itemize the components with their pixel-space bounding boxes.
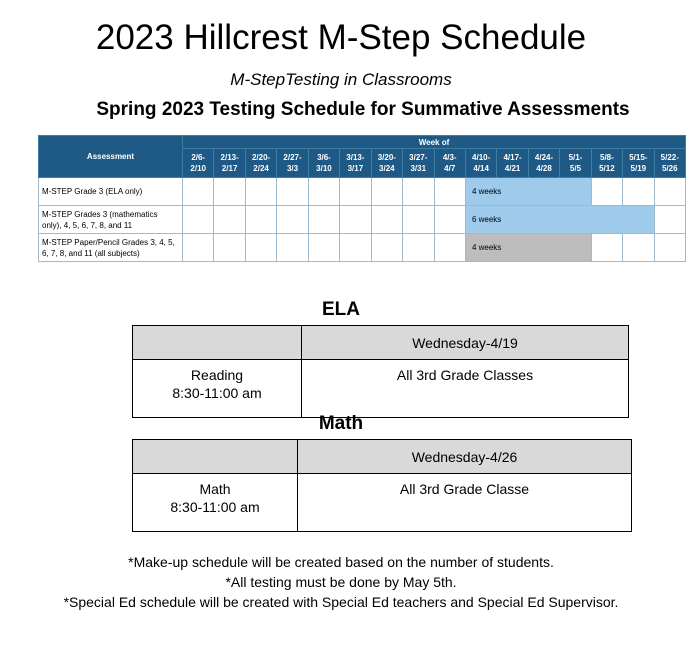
empty-week-cell <box>277 206 308 234</box>
week-header-7 <box>371 149 402 178</box>
math-session-cell <box>133 474 298 532</box>
week-end: 4/21 <box>504 164 521 173</box>
week-end: 5/26 <box>661 164 678 173</box>
week-header-15 <box>623 149 654 178</box>
week-header-3 <box>245 149 276 178</box>
empty-week-cell <box>434 178 465 206</box>
schedule-title: Spring 2023 Testing Schedule for Summative Assessments <box>96 99 630 120</box>
empty-week-cell <box>245 178 276 206</box>
week-end: 4/7 <box>444 164 456 173</box>
week-start: 4/10- <box>472 153 491 162</box>
empty-week-cell <box>371 178 402 206</box>
empty-week-cell <box>654 206 685 234</box>
schedule-row <box>39 206 686 234</box>
week-end: 3/10 <box>316 164 332 173</box>
math-date-header: Wednesday-4/26 <box>298 440 632 474</box>
week-header-5 <box>308 149 339 178</box>
empty-week-cell <box>340 234 371 262</box>
week-header-4 <box>277 149 308 178</box>
ela-heading: ELA <box>322 299 360 320</box>
math-classes: All 3rd Grade Classe <box>298 474 632 532</box>
week-header-8 <box>403 149 434 178</box>
week-start: 2/13- <box>220 153 239 162</box>
week-start: 4/17- <box>503 153 522 162</box>
week-start: 2/27- <box>283 153 302 162</box>
week-header-2 <box>214 149 245 178</box>
week-header-10 <box>465 149 496 178</box>
notes <box>0 552 682 612</box>
empty-week-cell <box>245 206 276 234</box>
ela-session-cell <box>133 360 302 418</box>
testing-window-bar: 4 weeks <box>465 234 591 262</box>
ela-empty-header-cell <box>133 326 302 360</box>
assessment-name: M-STEP Grade 3 (ELA only) <box>39 178 183 206</box>
week-start: 3/27- <box>409 153 428 162</box>
week-end: 3/17 <box>347 164 364 173</box>
empty-week-cell <box>183 178 214 206</box>
week-of-header: Week of <box>183 136 686 149</box>
week-header-6 <box>340 149 371 178</box>
note-line: *All testing must be done by May 5th. <box>225 574 457 590</box>
math-schedule-table <box>132 439 632 532</box>
empty-week-cell <box>340 206 371 234</box>
schedule-row <box>39 178 686 206</box>
empty-week-cell <box>371 206 402 234</box>
ela-date-header: Wednesday-4/19 <box>302 326 629 360</box>
empty-week-cell <box>214 178 245 206</box>
week-start: 5/15- <box>629 153 648 162</box>
week-start: 5/22- <box>660 153 679 162</box>
empty-week-cell <box>183 206 214 234</box>
empty-week-cell <box>434 206 465 234</box>
empty-week-cell <box>623 178 654 206</box>
ela-schedule-table <box>132 325 629 418</box>
math-empty-header-cell <box>133 440 298 474</box>
week-header-1 <box>183 149 214 178</box>
week-header-9 <box>434 149 465 178</box>
week-end: 5/19 <box>630 164 647 173</box>
empty-week-cell <box>277 234 308 262</box>
empty-week-cell <box>308 178 339 206</box>
week-end: 3/24 <box>379 164 395 173</box>
week-header-11 <box>497 149 528 178</box>
empty-week-cell <box>245 234 276 262</box>
week-header-12 <box>528 149 559 178</box>
note-line: *Special Ed schedule will be created with Special Ed teachers and Special Ed Supervisor. <box>63 594 619 610</box>
note-line: *Make-up schedule will be created based on the number of students. <box>128 554 554 570</box>
week-end: 3/3 <box>286 164 299 173</box>
week-start: 5/8- <box>600 153 614 162</box>
math-heading: Math <box>318 413 364 434</box>
empty-week-cell <box>340 178 371 206</box>
week-start: 4/3- <box>442 153 457 162</box>
empty-week-cell <box>591 234 622 262</box>
assessment-name: M-STEP Paper/Pencil Grades 3, 4, 5, 6, 7, 8, and 11 (all subjects) <box>39 234 183 262</box>
week-start: 3/13- <box>346 153 365 162</box>
week-header-13 <box>560 149 591 178</box>
schedule-row <box>39 234 686 262</box>
page-title: 2023 Hillcrest M-Step Schedule <box>95 18 587 57</box>
empty-week-cell <box>434 234 465 262</box>
empty-week-cell <box>308 234 339 262</box>
empty-week-cell <box>591 178 622 206</box>
week-start: 3/20- <box>377 153 396 162</box>
empty-week-cell <box>623 234 654 262</box>
empty-week-cell <box>214 234 245 262</box>
empty-week-cell <box>654 234 685 262</box>
week-start: 3/6- <box>317 153 331 162</box>
summative-schedule-table <box>38 135 686 262</box>
week-end: 4/14 <box>473 164 489 173</box>
empty-week-cell <box>183 234 214 262</box>
page-subtitle: M-StepTesting in Classrooms <box>230 70 452 89</box>
empty-week-cell <box>654 178 685 206</box>
empty-week-cell <box>277 178 308 206</box>
week-end: 5/12 <box>599 164 615 173</box>
empty-week-cell <box>403 234 434 262</box>
week-start: 2/6- <box>191 153 206 162</box>
ela-subject: Reading <box>190 367 244 383</box>
empty-week-cell <box>214 206 245 234</box>
empty-week-cell <box>403 206 434 234</box>
math-subject: Math <box>199 481 231 497</box>
week-start: 5/1- <box>568 153 583 162</box>
week-end: 5/5 <box>569 164 582 173</box>
week-header-16 <box>654 149 685 178</box>
week-start: 4/24- <box>534 153 554 162</box>
week-start: 2/20- <box>251 153 271 162</box>
empty-week-cell <box>403 178 434 206</box>
week-header-14 <box>591 149 622 178</box>
ela-time: 8:30-11:00 am <box>172 385 262 401</box>
testing-window-bar: 6 weeks <box>465 206 654 234</box>
assessment-name: M-STEP Grades 3 (mathematics only), 4, 5, 6, 7, 8, and 11 <box>39 206 183 234</box>
assessment-column-header: Assessment <box>39 136 183 178</box>
testing-window-bar: 4 weeks <box>465 178 591 206</box>
week-end: 2/17 <box>221 164 238 173</box>
empty-week-cell <box>371 234 402 262</box>
week-end: 4/28 <box>536 164 552 173</box>
math-time: 8:30-11:00 am <box>170 499 260 515</box>
week-end: 2/10 <box>190 164 206 173</box>
ela-classes: All 3rd Grade Classes <box>302 360 629 418</box>
empty-week-cell <box>308 206 339 234</box>
week-end: 3/31 <box>410 164 427 173</box>
week-end: 2/24 <box>253 164 269 173</box>
